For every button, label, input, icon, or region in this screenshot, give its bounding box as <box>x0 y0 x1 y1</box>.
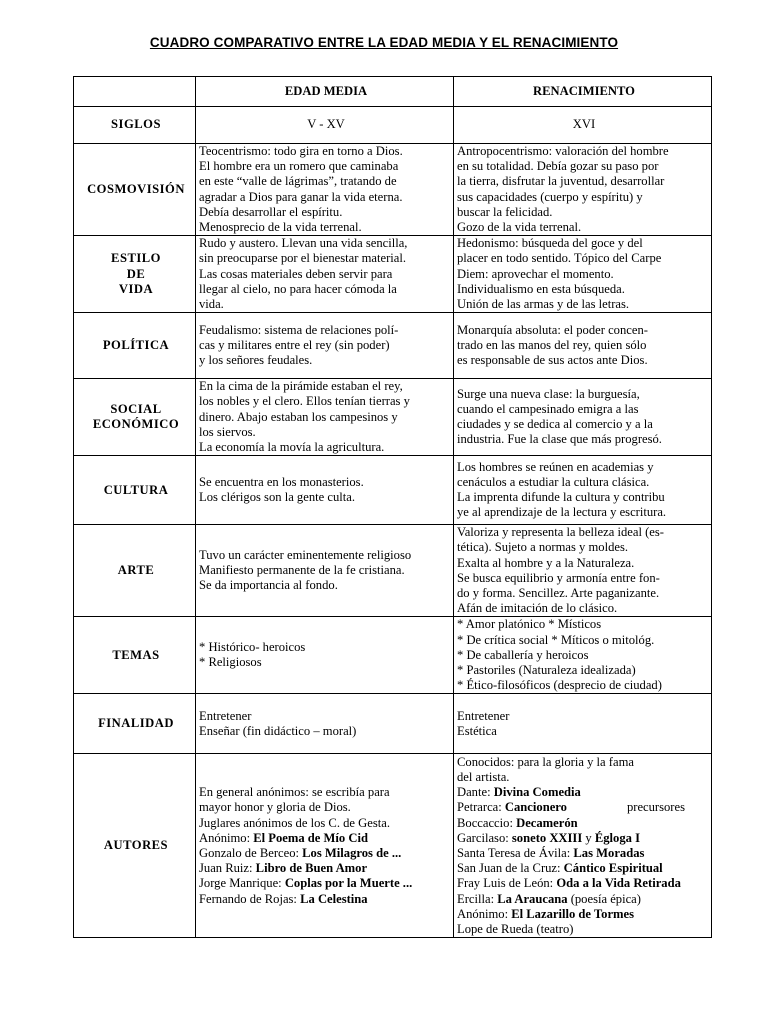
author-text: Juglares anónimos de los C. de Gesta. <box>199 815 390 830</box>
cell-line: vida. <box>199 297 224 312</box>
cell-line: dinero. Abajo estaban los campesinos y <box>199 409 398 424</box>
work-title: Decamerón <box>516 815 578 830</box>
author-text: Petrarca: <box>457 800 505 815</box>
author-text: Boccaccio: <box>457 815 517 830</box>
author-text: mayor honor y gloria de Dios. <box>199 800 351 815</box>
header-edad-media: EDAD MEDIA <box>196 77 454 107</box>
author-text: del artista. <box>457 769 510 784</box>
cosmovision-media <box>196 144 454 236</box>
work-title: Cancionero <box>504 800 567 815</box>
row-social-economico <box>74 379 712 456</box>
work-title: Cántico Espiritual <box>563 861 663 876</box>
label-cosmovision: COSMOVISIÓN <box>74 144 196 236</box>
author-text: y <box>582 830 595 845</box>
row-cosmovision <box>74 144 712 236</box>
arte-media <box>196 525 454 617</box>
cosmovision-renacimiento <box>454 144 712 236</box>
cell-line: tética). Sujeto a normas y moldes. <box>457 540 629 555</box>
cell-line: Tuvo un carácter eminentemente religioso <box>199 548 412 563</box>
cell-line: sin preocuparse por el bienestar material. <box>199 251 407 266</box>
cell-line: llegar al cielo, no para hacer cómoda la <box>199 281 397 296</box>
author-line <box>457 770 711 785</box>
cell-line: Debía desarrollar el espíritu. <box>199 204 343 219</box>
author-line <box>457 876 711 891</box>
cell-line: Monarquía absoluta: el poder concen- <box>457 322 648 337</box>
author-text: Garcilaso: <box>457 830 512 845</box>
work-title: La Celestina <box>300 891 368 906</box>
cell-line: Unión de las armas y de las letras. <box>457 297 630 312</box>
cell-line: Antropocentrismo: valoración del hombre <box>457 144 669 158</box>
cell-line: los siervos. <box>199 424 256 439</box>
label-finalidad: FINALIDAD <box>74 694 196 754</box>
work-title: La Araucana <box>497 891 568 906</box>
author-line <box>199 831 453 846</box>
label-line: SOCIAL <box>110 402 162 417</box>
cell-line: Se encuentra en los monasterios. <box>199 475 364 490</box>
row-finalidad <box>74 694 712 754</box>
cell-line: * Ético-filosóficos (desprecio de ciudad) <box>457 678 662 693</box>
cell-line: Gozo de la vida terrenal. <box>457 220 582 235</box>
cell-line: ye al aprendizaje de la lectura y escritura. <box>457 505 667 520</box>
estilo-media <box>196 236 454 313</box>
cell-line: En la cima de la pirámide estaban el rey, <box>199 379 403 394</box>
cell-line: Exalta al hombre y a la Naturaleza. <box>457 555 635 570</box>
author-text: Fray Luis de León: <box>457 876 557 891</box>
cell-line: Hedonismo: búsqueda del goce y del <box>457 236 643 251</box>
social-renacimiento <box>454 379 712 456</box>
author-line <box>457 922 711 937</box>
author-line <box>199 816 453 831</box>
cell-line: * Amor platónico * Místicos <box>457 617 602 632</box>
cell-line: Valoriza y representa la belleza ideal (es- <box>457 525 664 540</box>
comparison-table <box>73 76 712 938</box>
author-text: En general anónimos: se escribía para <box>199 785 390 800</box>
precursores-note: precursores <box>626 800 685 815</box>
cell-line: en este “valle de lágrimas”, tratando de <box>199 174 397 189</box>
author-text: Santa Teresa de Ávila: <box>457 845 574 860</box>
cell-line: La imprenta difunde la cultura y contribu <box>457 490 665 505</box>
temas-renacimiento <box>454 617 712 694</box>
author-text: Dante: <box>457 785 494 800</box>
cell-line: en su totalidad. Debía gozar su paso por <box>457 159 659 174</box>
header-renacimiento: RENACIMIENTO <box>454 77 712 107</box>
author-text: Anónimo: <box>457 906 512 921</box>
label-temas: TEMAS <box>74 617 196 694</box>
work-title: El Lazarillo de Tormes <box>511 906 635 921</box>
row-cultura <box>74 456 712 525</box>
cell-line: los nobles y el clero. Ellos tenían tierras y <box>199 394 410 409</box>
author-text: Jorge Manrique: <box>199 876 285 891</box>
table-header-row <box>74 77 712 107</box>
header-empty-cell <box>74 77 196 107</box>
cell-line: Entretener <box>199 708 252 723</box>
row-politica <box>74 313 712 379</box>
cell-line: Menosprecio de la vida terrenal. <box>199 220 362 235</box>
author-line <box>199 876 453 891</box>
work-title: Oda a la Vida Retirada <box>556 876 681 891</box>
author-text: Lope de Rueda (teatro) <box>457 922 574 936</box>
label-line: ESTILO <box>111 251 161 266</box>
estilo-renacimiento <box>454 236 712 313</box>
cell-line: buscar la felicidad. <box>457 204 553 219</box>
cultura-media <box>196 456 454 525</box>
politica-media <box>196 313 454 379</box>
cell-line: y los señores feudales. <box>199 353 313 368</box>
label-politica: POLÍTICA <box>74 313 196 379</box>
cell-line: sus capacidades (cuerpo y espíritu) y <box>457 189 643 204</box>
author-text: Conocidos: para la gloria y la fama <box>457 754 634 769</box>
work-title: Los Milagros de ... <box>302 845 402 860</box>
author-line <box>457 755 711 770</box>
author-line <box>457 907 711 922</box>
work-title: El Poema de Mío Cid <box>253 830 368 845</box>
author-line <box>457 816 711 831</box>
cell-line: La economía la movía la agricultura. <box>199 440 385 455</box>
cell-line: * De caballería y heroicos <box>457 647 589 662</box>
author-text: Anónimo: <box>199 830 254 845</box>
cell-line: Enseñar (fin didáctico – moral) <box>199 723 357 738</box>
siglos-media: V - XV <box>196 107 454 144</box>
author-line <box>199 785 453 800</box>
author-line <box>457 861 711 876</box>
cultura-renacimiento <box>454 456 712 525</box>
social-media <box>196 379 454 456</box>
label-line: DE <box>126 266 146 281</box>
cell-line: El hombre era un romero que caminaba <box>199 159 399 174</box>
document-title: CUADRO COMPARATIVO ENTRE LA EDAD MEDIA Y EL RENACIMIENTO <box>149 35 619 50</box>
cell-line: Estética <box>457 723 497 738</box>
cell-line: industria. Fue la clase que más progresó. <box>457 432 662 447</box>
label-line: VIDA <box>118 281 154 296</box>
cell-line: cas y militares entre el rey (sin poder) <box>199 338 390 353</box>
work-title: Libro de Buen Amor <box>255 861 368 876</box>
author-line <box>457 892 711 907</box>
author-text: Juan Ruiz: <box>199 861 256 876</box>
label-arte: ARTE <box>74 525 196 617</box>
label-cultura: CULTURA <box>74 456 196 525</box>
siglos-renacimiento: XVI <box>454 107 712 144</box>
cell-line: Se da importancia al fondo. <box>199 578 338 593</box>
cell-line: la tierra, disfrutar la juventud, desarrollar <box>457 174 665 189</box>
politica-renacimiento <box>454 313 712 379</box>
author-line <box>199 861 453 876</box>
label-estilo-de-vida <box>74 236 196 313</box>
author-line <box>199 892 453 907</box>
author-text: Fernando de Rojas: <box>199 891 301 906</box>
cell-line: * De crítica social * Míticos o mitológ. <box>457 632 655 647</box>
work-title: soneto XXIII <box>511 830 583 845</box>
work-title: Divina Comedia <box>493 785 581 800</box>
row-temas <box>74 617 712 694</box>
cell-line: es responsable de sus actos ante Dios. <box>457 353 648 368</box>
author-line <box>199 800 453 815</box>
cell-line: ciudades y se dedica al comercio y a la <box>457 417 653 432</box>
cell-line: * Pastoriles (Naturaleza idealizada) <box>457 663 636 678</box>
temas-media <box>196 617 454 694</box>
cell-line: Teocentrismo: todo gira en torno a Dios. <box>199 144 403 158</box>
cell-line: Los clérigos son la gente culta. <box>199 490 355 505</box>
cell-line: Las cosas materiales deben servir para <box>199 266 393 281</box>
cell-line: Feudalismo: sistema de relaciones polí- <box>199 322 399 337</box>
cell-line: placer en todo sentido. Tópico del Carpe <box>457 251 662 266</box>
autores-renacimiento <box>454 754 712 938</box>
author-line <box>457 800 711 815</box>
arte-renacimiento <box>454 525 712 617</box>
work-title: Égloga I <box>594 830 640 845</box>
label-autores: AUTORES <box>74 754 196 938</box>
row-arte <box>74 525 712 617</box>
cell-line: cenáculos a estudiar la cultura clásica. <box>457 475 650 490</box>
cell-line: trado en las manos del rey, quien sólo <box>457 338 647 353</box>
cell-line: * Religiosos <box>199 655 262 670</box>
cell-line: Se busca equilibrio y armonía entre fon- <box>457 570 660 585</box>
label-siglos: SIGLOS <box>74 107 196 144</box>
author-text: (poesía épica) <box>567 891 641 906</box>
cell-line: Entretener <box>457 708 510 723</box>
autores-media <box>196 754 454 938</box>
row-estilo-de-vida <box>74 236 712 313</box>
cell-line: cuando el campesinado emigra a las <box>457 402 639 417</box>
cell-line: * Histórico- heroicos <box>199 640 306 655</box>
row-autores <box>74 754 712 938</box>
author-text: San Juan de la Cruz: <box>457 861 564 876</box>
author-line <box>457 846 711 861</box>
author-text: Gonzalo de Berceo: <box>199 845 303 860</box>
cell-line: Afán de imitación de lo clásico. <box>457 601 618 616</box>
work-title: Coplas por la Muerte ... <box>284 876 413 891</box>
finalidad-renacimiento <box>454 694 712 754</box>
work-title: Las Moradas <box>573 845 645 860</box>
cell-line: Surge una nueva clase: la burguesía, <box>457 386 640 401</box>
author-line <box>199 846 453 861</box>
cell-line: Rudo y austero. Llevan una vida sencilla, <box>199 236 408 251</box>
label-line: ECONÓMICO <box>92 417 180 432</box>
author-text: Ercilla: <box>457 891 498 906</box>
cell-line: Los hombres se reúnen en academias y <box>457 459 654 474</box>
label-social-economico <box>74 379 196 456</box>
row-siglos <box>74 107 712 144</box>
cell-line: agradar a Dios para ganar la vida eterna. <box>199 189 403 204</box>
cell-line: Diem: aprovechar el momento. <box>457 266 614 281</box>
cell-line: Individualismo en esta búsqueda. <box>457 281 625 296</box>
author-line <box>457 785 711 800</box>
cell-line: do y forma. Sencillez. Arte paganizante. <box>457 586 660 601</box>
cell-line: Manifiesto permanente de la fe cristiana. <box>199 563 405 578</box>
finalidad-media <box>196 694 454 754</box>
author-line <box>457 831 711 846</box>
